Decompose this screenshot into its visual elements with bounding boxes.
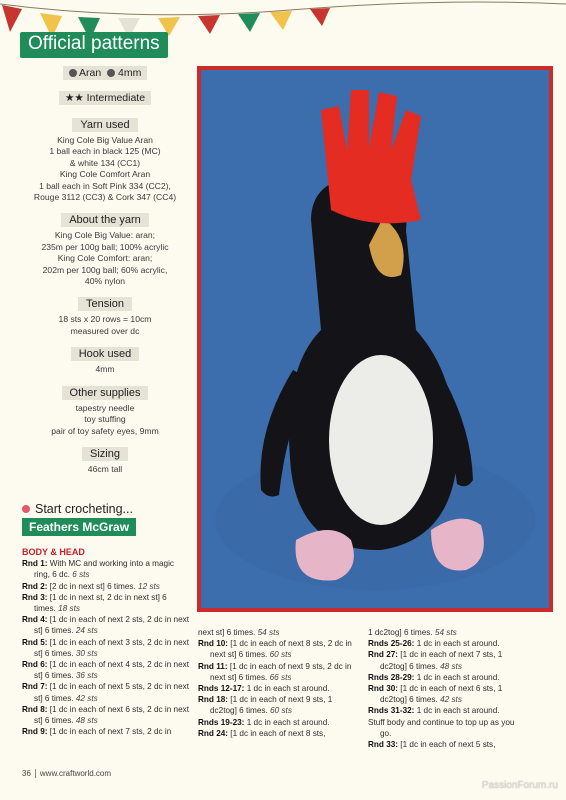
pattern-row <box>198 638 358 660</box>
round-label: Rnd 1: <box>22 559 48 569</box>
round-label: Rnd 7: <box>22 682 48 692</box>
stitch-count: 48 sts <box>440 661 462 671</box>
round-label: Rnd 24: <box>198 728 229 738</box>
pattern-row <box>22 592 190 614</box>
stitch-count: 54 sts <box>257 628 280 637</box>
round-label: Rnds 28-29: <box>368 672 415 682</box>
section-line: 235m per 100g ball; 100% acrylic <box>41 241 169 252</box>
round-label: Rnd 8: <box>22 704 48 714</box>
section-title: Yarn used <box>72 118 137 132</box>
section-line: 1 ball each in Soft Pink 334 (CC2), <box>39 180 171 191</box>
stitch-count: 42 sts <box>75 693 98 703</box>
sidebar-section <box>20 294 190 337</box>
pattern-name-banner: Feathers McGraw <box>22 518 136 536</box>
difficulty-tag: ★★ Intermediate <box>59 91 151 105</box>
pattern-row <box>22 704 190 726</box>
pattern-row <box>22 681 190 703</box>
section-body <box>20 314 190 337</box>
section-title: Other supplies <box>62 386 149 400</box>
pattern-row <box>198 694 358 716</box>
round-instruction: [1 dc in each of next 9 sts, 2 dc in next st] 6 times. <box>210 661 352 682</box>
round-label: Rnd 2: <box>22 581 48 591</box>
section-body <box>20 230 190 287</box>
section-body <box>20 364 190 375</box>
section-line: King Cole Big Value Aran <box>57 135 153 145</box>
stitch-count: 6 sts <box>72 570 90 580</box>
round-label: Rnd 11: <box>198 661 228 671</box>
round-label: Rnd 18: <box>198 695 229 705</box>
section-line: toy stuffing <box>84 414 126 425</box>
round-instruction: [1 dc in each of next 8 sts, <box>228 728 326 738</box>
section-line: tapestry needle <box>75 402 135 413</box>
stitch-count: 66 sts <box>269 672 292 682</box>
round-label: Rnd 6: <box>22 660 48 670</box>
sidebar-section <box>20 210 190 287</box>
yarn-weight: Aran <box>78 67 102 79</box>
stitch-count: 54 sts <box>434 628 457 637</box>
pattern-row <box>198 627 358 638</box>
pattern-row <box>368 649 528 671</box>
pattern-row <box>22 726 190 737</box>
round-instruction: 1 dc in each st around. <box>244 684 330 694</box>
section-line: measured over dc <box>70 325 140 336</box>
round-instruction: 1 dc in each st around. <box>414 672 500 682</box>
round-instruction: [1 dc in each of next 6 sts, 2 dc in next st] 6 times. <box>34 704 190 726</box>
section-body <box>20 135 190 203</box>
round-instruction: [2 dc in next st] 6 times. <box>47 581 136 591</box>
pattern-row <box>22 614 190 636</box>
round-instruction: [1 dc in each of next 2 sts, 2 dc in next st] 6 times. <box>34 615 190 636</box>
round-label: Rnd 5: <box>22 637 48 647</box>
stitch-count: 60 sts <box>270 706 292 716</box>
pattern-row <box>368 705 528 716</box>
stitch-count: 18 sts <box>58 604 80 614</box>
stitch-count: 42 sts <box>440 695 462 705</box>
stitch-count: 24 sts <box>75 626 98 636</box>
crochet-penguin-image <box>201 70 549 608</box>
sidebar-section <box>20 344 190 375</box>
stitch-count: 48 sts <box>75 716 98 726</box>
pattern-row <box>368 672 528 683</box>
stitch-count: 30 sts <box>75 648 98 658</box>
stitch-count: 60 sts <box>269 650 292 660</box>
section-line: King Cole Comfort Aran <box>59 169 151 180</box>
round-instruction: 1 dc in each st around. <box>244 717 330 727</box>
round-label: Rnd 27: <box>368 650 399 660</box>
round-instruction: Stuff body and continue to top up as you go. <box>368 717 515 738</box>
round-instruction: [1 dc in each of next 5 sts, <box>398 740 496 750</box>
hook-icon <box>107 69 115 77</box>
round-instruction: [1 dc in each of next 4 sts, 2 dc in next st] 6 times. <box>34 660 190 681</box>
stitch-count: 12 sts <box>138 581 160 591</box>
product-photo <box>197 66 553 612</box>
round-instruction: With MC and working into a magic ring, 6 dc. <box>34 559 174 580</box>
pattern-column-1 <box>22 547 190 737</box>
section-line: King Cole Big Value: aran; <box>54 230 156 241</box>
bullet-dot-icon <box>22 505 30 513</box>
round-instruction: [1 dc in each of next 3 sts, 2 dc in next st] 6 times. <box>34 637 190 658</box>
section-title: Sizing <box>82 447 128 461</box>
round-label: Rnd 30: <box>368 684 399 694</box>
round-label: Rnds 19-23: <box>198 717 245 727</box>
site-url: www.craftworld.com <box>39 769 112 778</box>
round-instruction: [1 dc in each of next 6 sts, 1 dc2tog] 6 times. <box>380 684 503 705</box>
round-label: Rnds 31-32: <box>368 706 415 716</box>
pattern-row <box>368 739 528 750</box>
round-instruction: 1 dc in each st around. <box>414 706 500 716</box>
page-title: Official patterns <box>20 32 168 58</box>
sidebar-section <box>20 115 190 203</box>
start-label: Start crocheting... <box>35 502 133 516</box>
section-line: 18 sts x 20 rows = 10cm <box>58 314 152 325</box>
section-line: & white 134 (CC1) <box>69 157 141 168</box>
round-label: Rnd 9: <box>22 727 48 737</box>
hook-size: 4mm <box>118 67 142 79</box>
pattern-row <box>198 717 358 728</box>
section-line: 1 ball each in black 125 (MC) <box>49 146 161 157</box>
section-title: Tension <box>78 297 132 311</box>
section-title: About the yarn <box>61 213 149 227</box>
pattern-row <box>198 683 358 694</box>
section-line: King Cole Comfort: aran; <box>57 253 153 264</box>
pattern-column-3 <box>368 627 528 750</box>
round-label: Rnd 10: <box>198 639 229 649</box>
round-instruction: 1 dc2tog] 6 times. <box>368 628 433 637</box>
stitch-count: 36 sts <box>75 671 98 681</box>
section-line: 40% nylon <box>84 276 126 287</box>
round-instruction: [1 dc in each of next 9 sts, 1 dc2tog] 6 times. <box>210 695 333 716</box>
round-instruction: [1 dc in each of next 7 sts, 2 dc in <box>47 727 172 737</box>
pattern-column-2 <box>198 627 358 739</box>
round-instruction: [1 dc in next st, 2 dc in next st] 6 times. <box>34 592 167 614</box>
section-line: 46cm tall <box>87 463 123 474</box>
yarn-ball-icon <box>69 69 77 77</box>
watermark: PassionForum.ru <box>481 780 558 791</box>
pattern-row <box>22 558 190 580</box>
pattern-row <box>368 683 528 705</box>
round-label: Rnd 3: <box>22 592 48 602</box>
pattern-row <box>368 638 528 649</box>
section-line: Rouge 3112 (CC3) & Cork 347 (CC4) <box>33 192 177 203</box>
section-line: 202m per 100g ball; 60% acrylic, <box>42 264 168 275</box>
section-heading: BODY & HEAD <box>22 547 85 557</box>
round-label: Rnd 4: <box>22 615 48 625</box>
pattern-row <box>368 627 528 638</box>
round-instruction: 1 dc in each st around. <box>414 639 500 649</box>
pattern-row <box>22 637 190 659</box>
pattern-row <box>22 659 190 681</box>
pattern-row <box>198 661 358 683</box>
section-body <box>20 403 190 437</box>
round-label: Rnds 12-17: <box>198 684 245 694</box>
round-label: Rnds 25-26: <box>368 639 415 649</box>
page-number: 36 <box>22 769 31 778</box>
round-instruction: next st] 6 times. <box>198 628 256 637</box>
sidebar-section <box>20 383 190 437</box>
yarn-weight-tag <box>63 66 148 80</box>
pattern-row <box>22 581 190 592</box>
round-instruction: [1 dc in each of next 7 sts, 1 dc2tog] 6 times. <box>380 650 503 671</box>
start-crocheting-heading <box>22 502 133 516</box>
section-title: Hook used <box>71 347 140 361</box>
section-line: pair of toy safety eyes, 9mm <box>51 425 159 436</box>
page-footer <box>22 769 111 778</box>
round-instruction: [1 dc in each of next 8 sts, 2 dc in next st] 6 times. <box>210 639 352 660</box>
round-label: Rnd 33: <box>368 740 399 750</box>
pattern-row <box>198 728 358 739</box>
section-body <box>20 464 190 475</box>
section-line: 4mm <box>95 364 115 375</box>
round-instruction: [1 dc in each of next 5 sts, 2 dc in next st] 6 times. <box>34 682 190 703</box>
pattern-row <box>368 717 528 739</box>
materials-sidebar <box>20 63 190 482</box>
sidebar-section <box>20 444 190 475</box>
